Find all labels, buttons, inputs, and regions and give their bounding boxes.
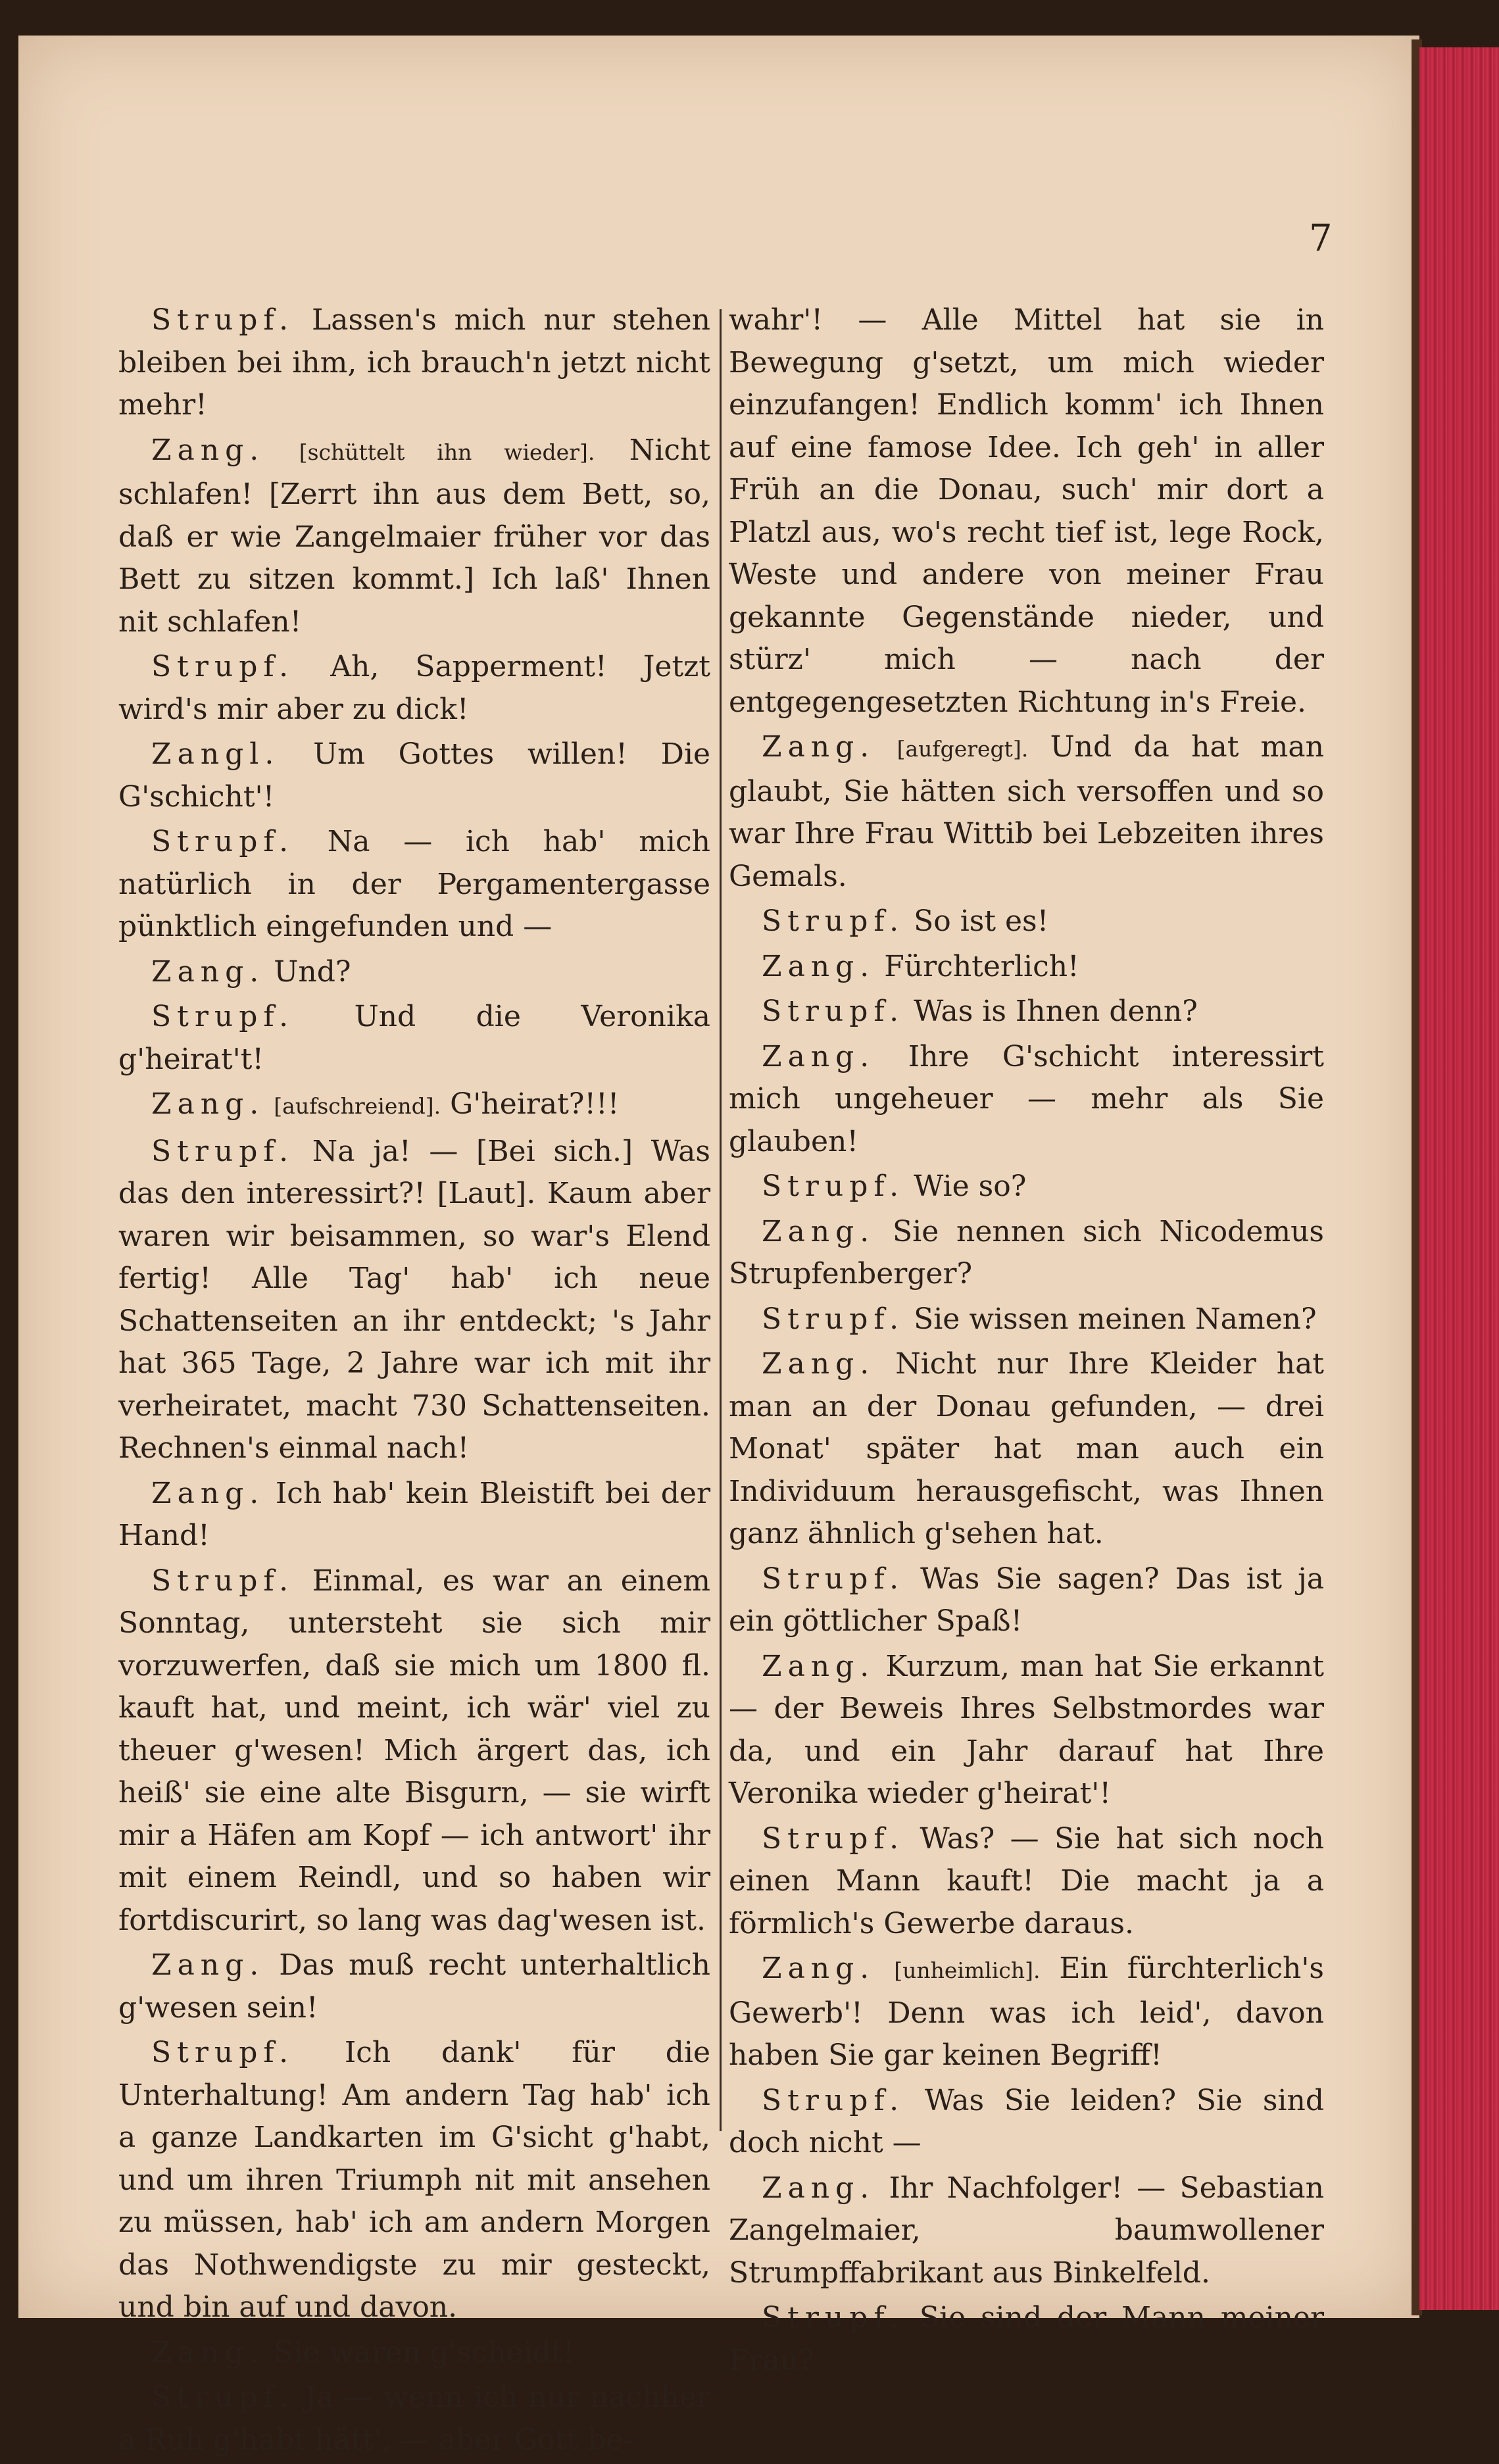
- speaker-name: Strupf.: [151, 1000, 295, 1033]
- dialogue-paragraph: [118, 1560, 710, 1942]
- spoken-text: Und die Veronika g'heirat't!: [118, 1000, 710, 1076]
- dialogue-paragraph: [729, 2080, 1324, 2165]
- speaker-name: Zang.: [762, 949, 875, 983]
- dialogue-paragraph: [729, 1646, 1324, 1815]
- dialogue-paragraph: [118, 2377, 710, 2461]
- speaker-name: Zang.: [762, 1039, 875, 1073]
- red-page-edge: [1419, 47, 1499, 2310]
- page-number: 7: [1309, 217, 1333, 260]
- dialogue-paragraph: [729, 1298, 1324, 1341]
- speaker-name: Strupf.: [762, 1170, 905, 1203]
- dialogue-paragraph: [118, 1944, 710, 2029]
- spoken-text: Einmal, es war an einem Sonntag, untersteht sie sich mir vorzuwerfen, daß sie mich um 1800 fl. kauft hat, und meint, ich wär' viel zu theuer g'wesen! Mich ärgert das, ich heiß' sie eine alte Bisgurn, — sie wirft mir a Häfen am Kopf — ich antwort' ihr mit einem Reindl, und so haben wir fortdiscurirt, so lang was dag'wesen ist.: [118, 1564, 710, 1937]
- spoken-text: Sie sind der Mann meiner Frau?: [729, 2301, 1324, 2377]
- dialogue-paragraph: [118, 733, 710, 818]
- dialogue-paragraph: [729, 299, 1324, 724]
- dialogue-paragraph: [118, 299, 710, 427]
- speaker-name: Strupf.: [762, 904, 905, 938]
- dialogue-paragraph: [729, 1211, 1324, 1296]
- speaker-name: Zang.: [762, 1649, 875, 1683]
- speaker-name: Zang.: [762, 1952, 875, 1985]
- dialogue-paragraph: [729, 1343, 1324, 1556]
- spoken-text: wahr'! — Alle Mittel hat sie in Bewegung g'setzt, um mich wieder einzufangen! Endlich komm' ich Ihnen auf eine famose Idee. Ich geh' in aller Früh an die Donau, such' mir dort a Platzl aus, wo's recht tief ist, lege Rock, Weste und andere von meiner Frau gekannte Gegenstände nieder, und stürz' mich — nach der entgegengesetzten Richtung in's Freie.: [729, 303, 1324, 719]
- speaker-name: Zang.: [151, 1476, 265, 1510]
- spoken-text: Ich hab' kein Bleistift bei der Hand!: [118, 1476, 710, 1552]
- spoken-text: Was Sie sagen? Das ist ja ein göttlicher Spaß!: [729, 1562, 1324, 1638]
- spoken-text: Ihr Nachfolger! — Sebastian Zangelmaier, baumwollener Strumpffabrikant aus Binkelfeld.: [729, 2171, 1324, 2290]
- speaker-name: Zang.: [151, 2335, 265, 2369]
- spoken-text: Nicht schlafen! [Zerrt ihn aus dem Bett, so, daß er wie Zangelmaier früher vor das Bett zu sitzen kommt.] Ich laß' Ihnen nit schlafen!: [118, 433, 710, 639]
- dialogue-paragraph: [729, 900, 1324, 943]
- dialogue-paragraph: [118, 1131, 710, 1470]
- right-column: [729, 299, 1324, 2384]
- spoken-text: Was is Ihnen denn?: [914, 995, 1198, 1028]
- speaker-name: Zang.: [762, 1214, 875, 1248]
- spoken-text: Was? — Sie hat sich noch einen Mann kauft! Die macht ja a förmlich's Gewerbe daraus.: [729, 1821, 1324, 1940]
- speaker-name: Zang.: [151, 1087, 265, 1121]
- dialogue-paragraph: [118, 1083, 710, 1128]
- spoken-text: Sie wissen meinen Namen?: [914, 1302, 1317, 1336]
- spoken-text: Ah, Sapperment! Jetzt wird's mir aber zu dick!: [118, 650, 710, 726]
- dialogue-paragraph: [729, 1818, 1324, 1946]
- speaker-name: Zang.: [151, 954, 265, 989]
- dialogue-paragraph: [118, 951, 710, 994]
- speaker-name: Strupf.: [762, 1821, 905, 1856]
- speaker-name: Strupf.: [762, 1562, 905, 1596]
- stage-direction: [schüttelt ihn wieder].: [299, 439, 595, 465]
- stage-direction: [aufgeregt].: [897, 736, 1029, 762]
- dialogue-paragraph: [729, 2297, 1324, 2382]
- dialogue-paragraph: [729, 726, 1324, 898]
- speaker-name: Strupf.: [151, 2380, 295, 2414]
- speaker-name: Zang.: [151, 433, 265, 467]
- speaker-name: Strupf.: [762, 1302, 905, 1336]
- spoken-text: Wie so?: [914, 1170, 1027, 1203]
- speaker-name: Zang.: [762, 2171, 875, 2205]
- speaker-name: Strupf.: [762, 2301, 905, 2334]
- dialogue-paragraph: [118, 2332, 710, 2375]
- spoken-text: Fürchterlich!: [884, 949, 1079, 983]
- spoken-text: Nicht nur Ihre Kleider hat man an der Donau gefunden, — drei Monat' später hat man auch ein Individuum herausgefischt, was Ihnen ganz ähnlich g'sehen hat.: [729, 1347, 1324, 1550]
- column-divider: [720, 309, 722, 2131]
- stage-direction: [aufschreiend].: [274, 1093, 441, 1119]
- spoken-text: Um Gottes willen! Die G'schicht'!: [118, 737, 710, 814]
- spoken-text: Ein fürchterlich's Gewerb'! Denn was ich leid', davon haben Sie gar keinen Begriff!: [729, 1952, 1324, 2072]
- spoken-text: Und?: [274, 954, 351, 989]
- speaker-name: Zangl.: [151, 737, 280, 771]
- dialogue-paragraph: [729, 991, 1324, 1033]
- speaker-name: Zang.: [762, 1347, 875, 1381]
- dialogue-paragraph: [118, 2032, 710, 2329]
- spoken-text: Sie waren g'scheidt!: [274, 2335, 575, 2369]
- dialogue-paragraph: [729, 946, 1324, 989]
- spoken-text: So ist es!: [914, 904, 1049, 938]
- spoken-text: Lassen's mich nur stehen bleiben bei ihm, ich brauch'n jetzt nicht mehr!: [118, 303, 710, 422]
- speaker-name: Strupf.: [151, 1134, 295, 1168]
- spoken-text: Das muß recht unterhaltlich g'wesen sein!: [118, 1948, 710, 2025]
- dialogue-paragraph: [118, 996, 710, 1081]
- spoken-text: G'heirat?!!!: [450, 1087, 620, 1121]
- dialogue-paragraph: [729, 1036, 1324, 1164]
- dialogue-paragraph: [729, 1166, 1324, 1208]
- dialogue-paragraph: [729, 2167, 1324, 2295]
- dialogue-paragraph: [118, 1473, 710, 1558]
- dialogue-paragraph: [118, 430, 710, 644]
- left-column: [118, 299, 710, 2464]
- dialogue-paragraph: [729, 1948, 1324, 2077]
- dialogue-paragraph: [118, 646, 710, 731]
- dialogue-paragraph: [118, 821, 710, 949]
- dialogue-paragraph: [729, 1558, 1324, 1643]
- speaker-name: Strupf.: [151, 2036, 295, 2069]
- speaker-name: Strupf.: [151, 303, 295, 337]
- spoken-text: Ja — wenn ich nur nachher a Ruh g'habt hätt', — aber Gott be-: [118, 2380, 710, 2457]
- speaker-name: Strupf.: [151, 825, 295, 858]
- spoken-text: Na ja! — [Bei sich.] Was das den interessirt?! [Laut]. Kaum aber waren wir beisammen, so war's Elend fertig! Alle Tag' hab' ich neue Schattenseiten an ihr entdeckt; 's Jahr hat 365 Tage, 2 Jahre war ich mit ihr verheiratet, macht 730 Schattenseiten. Rechnen's einmal nach!: [118, 1134, 710, 1465]
- speaker-name: Strupf.: [151, 1564, 295, 1598]
- spoken-text: Kurzum, man hat Sie erkannt — der Beweis Ihres Selbstmordes war da, und ein Jahr darauf hat Ihre Veronika wieder g'heirat'!: [729, 1649, 1324, 1810]
- spoken-text: Ihre G'schicht interessirt mich ungeheuer — mehr als Sie glauben!: [729, 1039, 1324, 1158]
- speaker-name: Strupf.: [151, 650, 295, 683]
- stage-direction: [unheimlich].: [894, 1958, 1041, 1983]
- speaker-name: Zang.: [151, 1948, 265, 1982]
- speaker-name: Zang.: [762, 730, 875, 764]
- speaker-name: Strupf.: [762, 995, 905, 1028]
- spoken-text: Sie nennen sich Nicodemus Strupfenberger?: [729, 1214, 1324, 1291]
- spoken-text: Und da hat man glaubt, Sie hätten sich versoffen und so war Ihre Frau Wittib bei Lebzeiten ihres Gemals.: [729, 730, 1324, 893]
- spoken-text: Ich dank' für die Unterhaltung! Am andern Tag hab' ich a ganze Landkarten im G'sicht g'habt, und um ihren Triumph nit mit ansehen zu müssen, hab' ich am andern Morgen das Nothwendigste zu mir gesteckt, und bin auf und davon.: [118, 2036, 710, 2324]
- spoken-text: Was Sie leiden? Sie sind doch nicht —: [729, 2083, 1324, 2159]
- speaker-name: Strupf.: [762, 2083, 905, 2117]
- spoken-text: Na — ich hab' mich natürlich in der Pergamentergasse pünktlich eingefunden und —: [118, 825, 710, 943]
